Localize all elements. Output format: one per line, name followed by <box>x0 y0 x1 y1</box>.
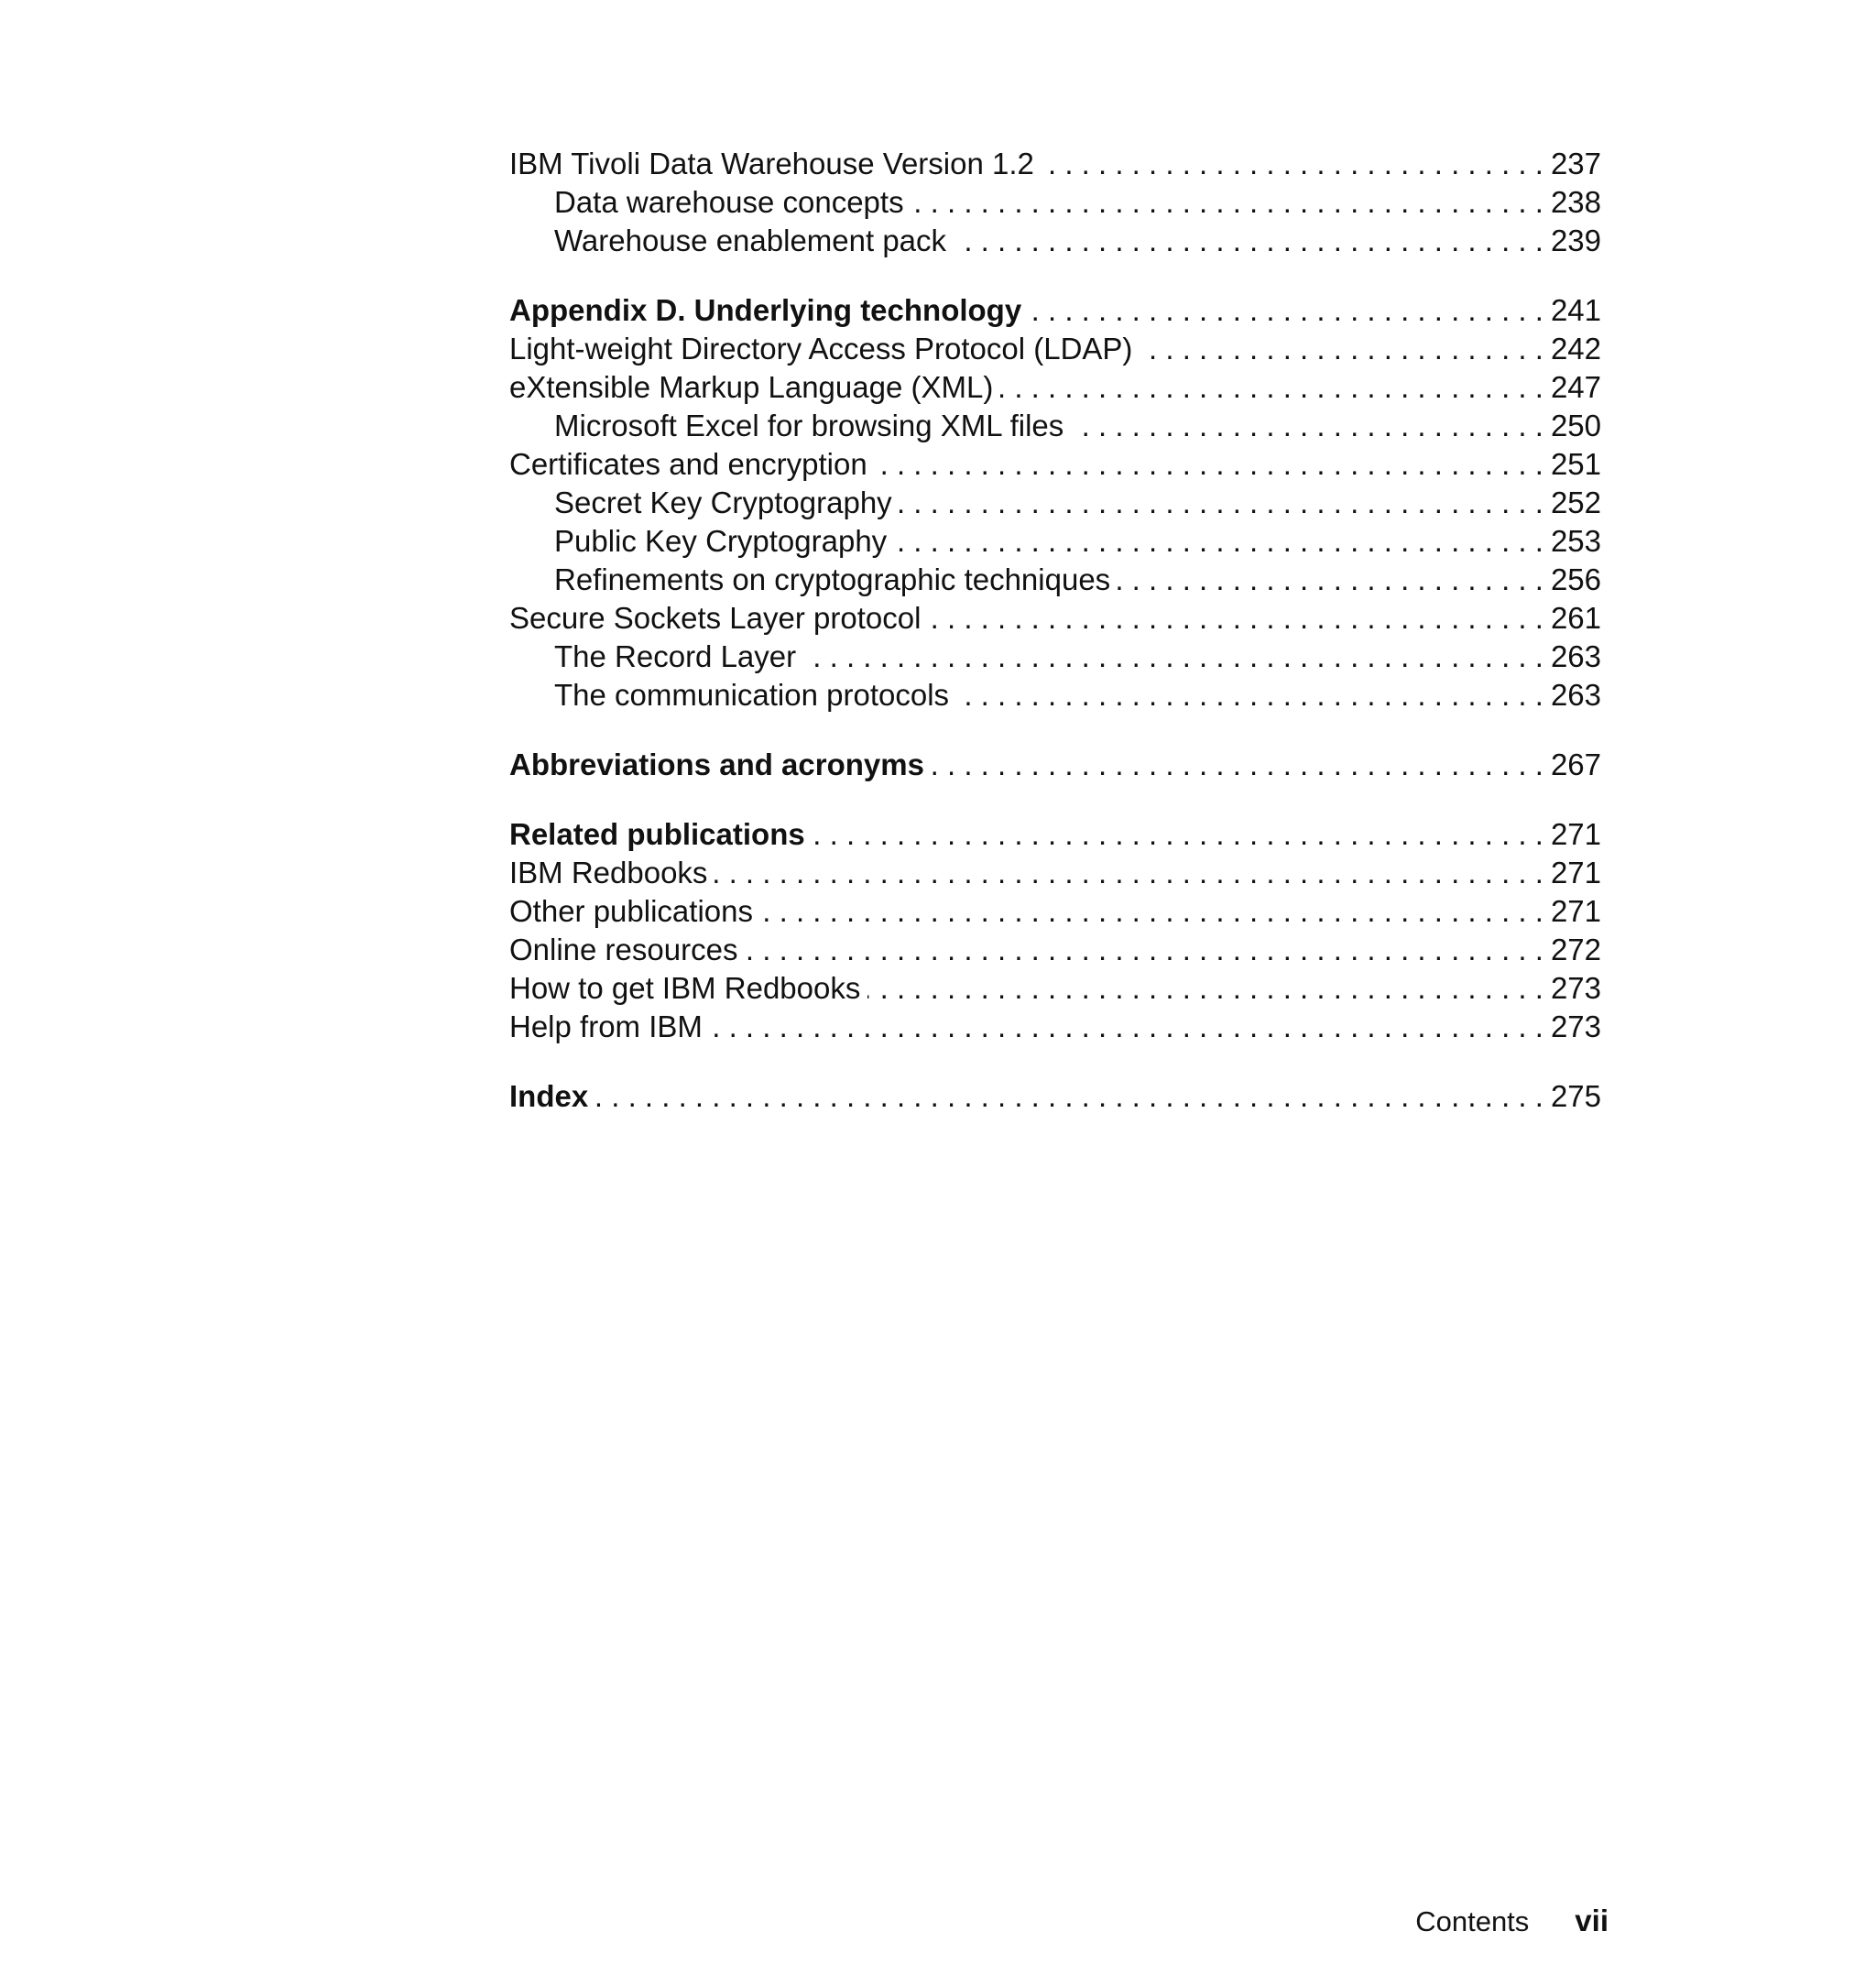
toc-dot-leader <box>956 676 1543 715</box>
toc-entry[interactable] <box>509 183 1601 222</box>
toc-entry[interactable] <box>509 291 1601 330</box>
toc-dot-leader <box>928 599 1543 638</box>
toc-entry[interactable] <box>509 676 1601 715</box>
toc-entry-title: Other publications <box>509 894 753 928</box>
toc-entry-page: 263 <box>1550 678 1601 712</box>
toc-entry-title: Online resources <box>509 933 738 966</box>
toc-entry-title: eXtensible Markup Language (XML) <box>509 370 994 404</box>
toc-entry-page: 271 <box>1550 894 1601 928</box>
toc-entry-page: 250 <box>1550 409 1601 442</box>
toc-entry-page: 237 <box>1550 147 1601 180</box>
toc-entry[interactable] <box>509 1077 1601 1116</box>
toc-dot-leader <box>1118 561 1543 599</box>
toc-entry-title: Data warehouse concepts <box>554 185 904 219</box>
toc-entry-page: 251 <box>1550 447 1601 481</box>
toc-entry-title: Abbreviations and acronyms <box>509 747 924 781</box>
toc-entry-page: 238 <box>1550 185 1601 219</box>
toc-dot-leader <box>803 638 1543 676</box>
toc-entry[interactable] <box>509 815 1601 854</box>
toc-entry-page: 267 <box>1550 747 1601 781</box>
toc-entry-title: Refinements on cryptographic techniques <box>554 562 1111 596</box>
toc-entry-title: Index <box>509 1079 589 1113</box>
toc-entry[interactable] <box>509 854 1601 892</box>
toc-entry-title: How to get IBM Redbooks <box>509 971 861 1005</box>
toc-entry-page: 272 <box>1550 933 1601 966</box>
toc-entry-title: Public Key Cryptography <box>554 524 888 558</box>
toc-entry-title: Secure Sockets Layer protocol <box>509 601 922 635</box>
toc-entry-page: 247 <box>1550 370 1601 404</box>
toc-dot-leader <box>867 969 1543 1008</box>
toc-entry[interactable] <box>509 484 1601 522</box>
page-footer <box>1374 1904 1609 1938</box>
toc-entry[interactable] <box>509 931 1601 969</box>
toc-entry[interactable] <box>509 561 1601 599</box>
table-of-contents <box>509 145 1601 1116</box>
toc-entry[interactable] <box>509 522 1601 561</box>
toc-entry-page: 273 <box>1550 971 1601 1005</box>
toc-dot-leader <box>714 854 1543 892</box>
toc-entry-page: 271 <box>1550 856 1601 889</box>
toc-entry-page: 241 <box>1550 293 1601 327</box>
toc-entry-page: 256 <box>1550 562 1601 596</box>
toc-entry[interactable] <box>509 145 1601 183</box>
toc-dot-leader <box>1042 145 1543 183</box>
toc-entry[interactable] <box>509 222 1601 260</box>
toc-entry-title: Secret Key Cryptography <box>554 486 892 519</box>
toc-entry[interactable] <box>509 892 1601 931</box>
toc-dot-leader <box>760 892 1543 931</box>
toc-dot-leader <box>900 484 1543 522</box>
toc-dot-leader <box>595 1077 1543 1116</box>
toc-dot-leader <box>954 222 1543 260</box>
toc-entry-page: 252 <box>1550 486 1601 519</box>
toc-entry[interactable] <box>509 746 1601 784</box>
toc-entry[interactable] <box>509 407 1601 445</box>
toc-dot-leader <box>1000 368 1543 407</box>
toc-entry[interactable] <box>509 330 1601 368</box>
toc-dot-leader <box>932 746 1543 784</box>
toc-entry[interactable] <box>509 445 1601 484</box>
toc-entry-title: Microsoft Excel for browsing XML files <box>554 409 1064 442</box>
toc-entry-title: IBM Tivoli Data Warehouse Version 1.2 <box>509 147 1034 180</box>
toc-entry-title: Help from IBM <box>509 1009 703 1043</box>
toc-dot-leader <box>911 183 1543 222</box>
toc-entry-page: 263 <box>1550 639 1601 673</box>
toc-entry[interactable] <box>509 638 1601 676</box>
toc-entry-title: IBM Redbooks <box>509 856 708 889</box>
toc-entry-page: 275 <box>1550 1079 1601 1113</box>
toc-entry[interactable] <box>509 1008 1601 1046</box>
toc-entry-page: 261 <box>1550 601 1601 635</box>
toc-entry-page: 273 <box>1550 1009 1601 1043</box>
toc-entry[interactable] <box>509 599 1601 638</box>
toc-dot-leader <box>710 1008 1543 1046</box>
toc-entry-page: 239 <box>1550 224 1601 257</box>
toc-dot-leader <box>1140 330 1543 368</box>
toc-entry[interactable] <box>509 969 1601 1008</box>
toc-entry-page: 242 <box>1550 332 1601 366</box>
toc-dot-leader <box>1029 291 1543 330</box>
toc-entry-title: Warehouse enablement pack <box>554 224 947 257</box>
toc-dot-leader <box>745 931 1543 969</box>
footer-section-label: Contents <box>1415 1905 1530 1937</box>
toc-entry-title: Certificates and encryption <box>509 447 867 481</box>
toc-entry-page: 271 <box>1550 817 1601 851</box>
toc-dot-leader <box>894 522 1543 561</box>
toc-dot-leader <box>875 445 1543 484</box>
toc-entry-title: Appendix D. Underlying technology <box>509 293 1022 327</box>
toc-entry-title: The Record Layer <box>554 639 797 673</box>
toc-dot-leader <box>813 815 1543 854</box>
toc-entry[interactable] <box>509 368 1601 407</box>
toc-entry-title: The communication protocols <box>554 678 950 712</box>
toc-dot-leader <box>1071 407 1543 445</box>
toc-entry-page: 253 <box>1550 524 1601 558</box>
toc-entry-title: Related publications <box>509 817 805 851</box>
toc-entry-title: Light-weight Directory Access Protocol (LDAP) <box>509 332 1133 366</box>
footer-page-number: vii <box>1575 1904 1609 1937</box>
